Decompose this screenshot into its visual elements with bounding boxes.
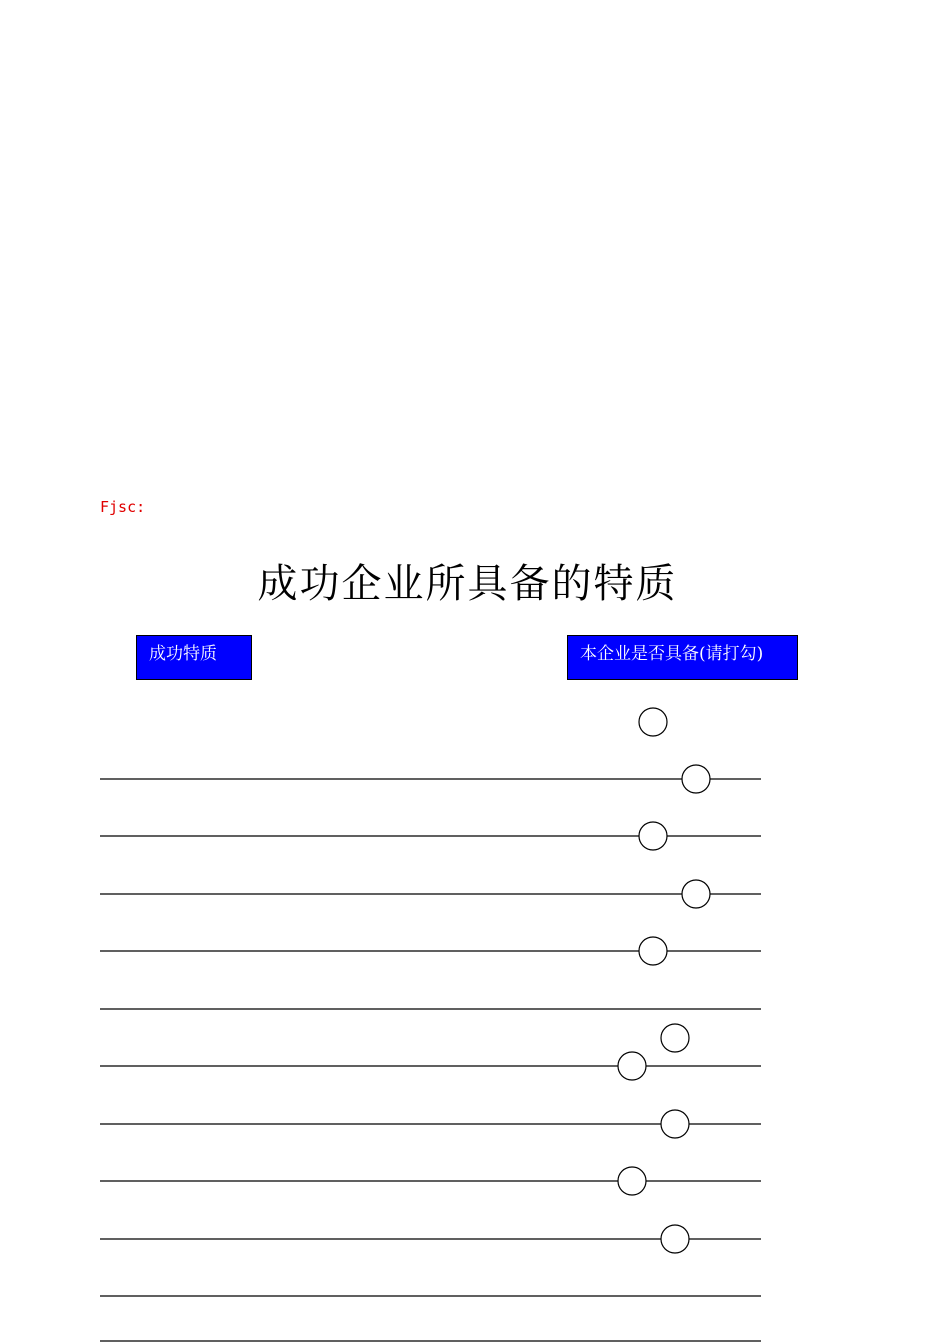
check-circle-2[interactable] [682,765,710,793]
form-code-label: Fjsc: [100,498,146,516]
check-circle-6[interactable] [661,1024,689,1052]
row-lines [100,779,761,1341]
check-circle-8[interactable] [661,1110,689,1138]
column-header-traits: 成功特质 [136,635,252,680]
check-circle-4[interactable] [682,880,710,908]
check-circle-5[interactable] [639,937,667,965]
check-circle-7[interactable] [618,1052,646,1080]
checkbox-circles [618,708,710,1253]
check-circle-9[interactable] [618,1167,646,1195]
check-circle-3[interactable] [639,822,667,850]
column-header-has-trait: 本企业是否具备(请打勾) [567,635,798,680]
check-circle-10[interactable] [661,1225,689,1253]
check-circle-1[interactable] [639,708,667,736]
page-title: 成功企业所具备的特质 [257,561,678,607]
